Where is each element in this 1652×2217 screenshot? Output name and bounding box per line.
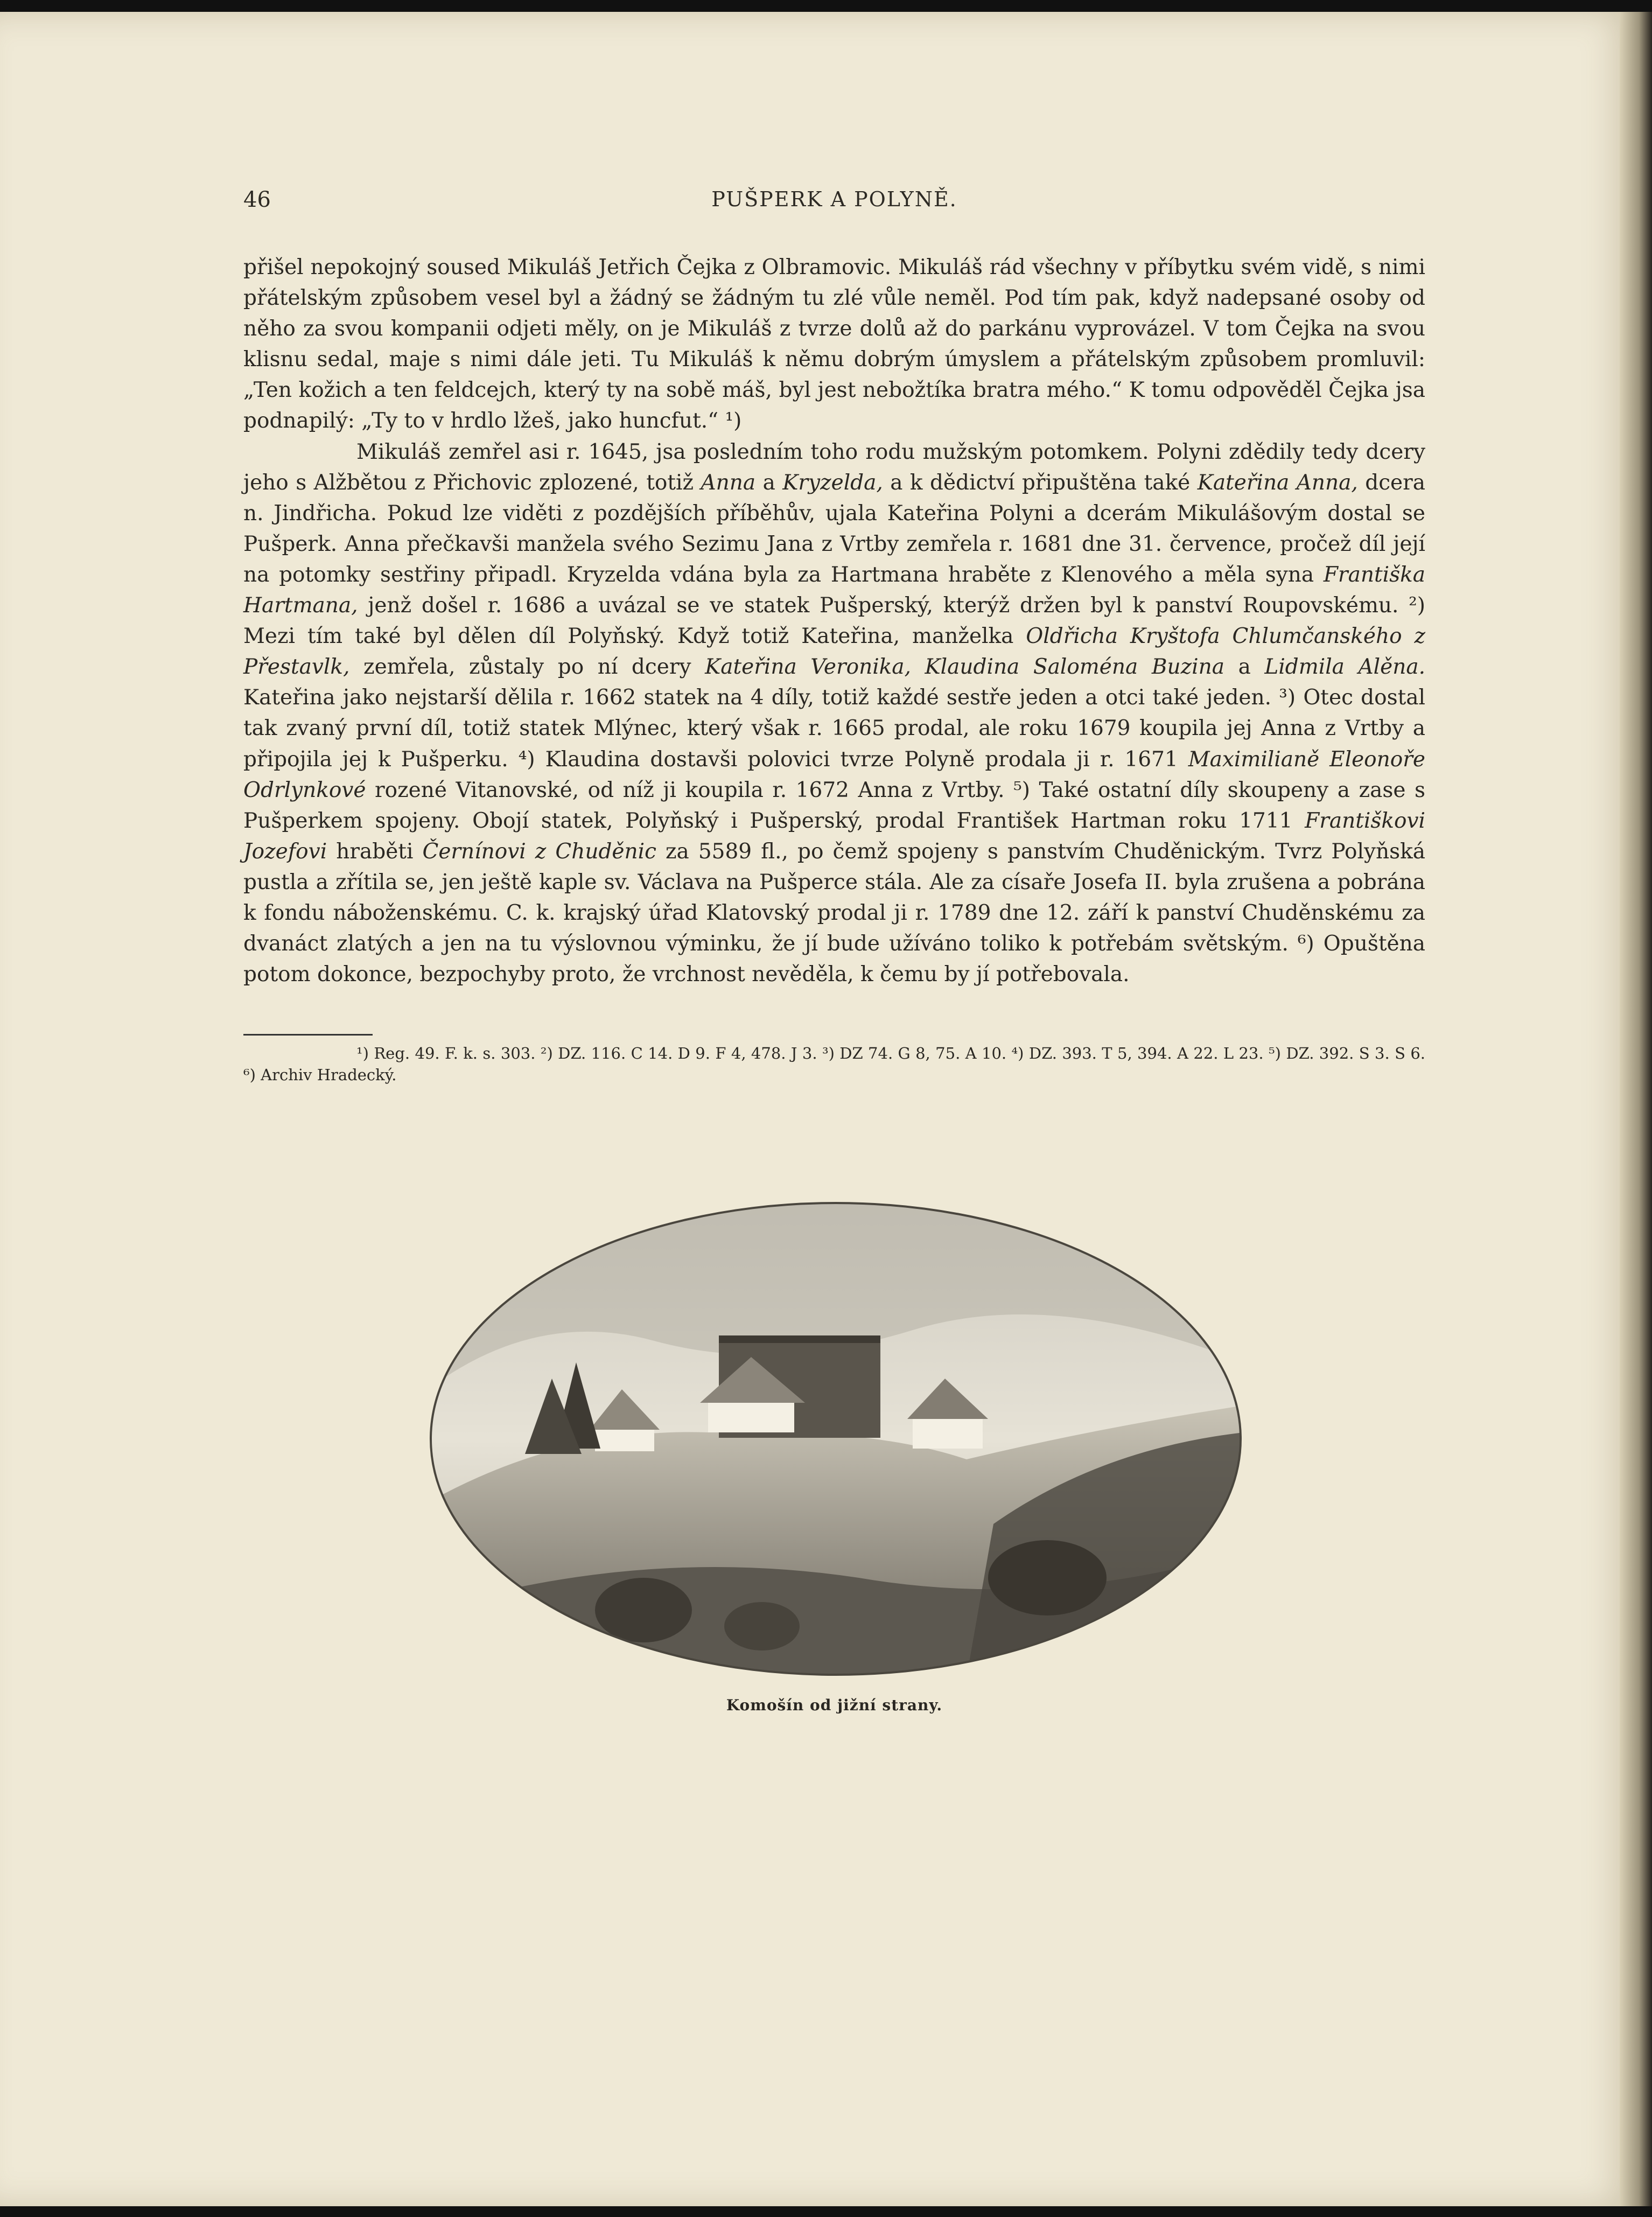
paragraph-2 <box>243 437 1425 990</box>
running-title: PUŠPERK A POLYNĚ. <box>711 187 957 211</box>
text-run: za 5589 fl., po čemž spojeny s panstvím Chuděnickým. Tvrz Polyňská pustla a zřítila se, jen ještě kaple sv. Václava na Pušperce stála. Ale za císaře Josefa II. byla zrušena a pobrána k fondu náboženskému. C. k. krajský úřad Klatovský prodal ji r. 1789 dne 12. září k panství Chuděnskému za dvanáct zlatých a jen na tu výslovnou výminku, že jí bude užíváno toliko k potřebám světským. ⁶) Opuštěna potom dokonce, bezpochyby proto, že vrchnost nevěděla, k čemu by jí potřebovala. <box>243 839 1426 987</box>
text-run: Kateřina jako nejstarší dělila r. 1662 statek na 4 díly, totiž každé sestře jeden a otci také jeden. ³) Otec dostal tak zvaný první díl, totiž statek Mlýnec, který však r. 1665 prodal, ale roku 1679 koupila jej Anna z Vrtby a připojila jej k Pušperku. ⁴) Klaudina dostavši polovici tvrze Polyně prodala ji r. 1671 <box>243 686 1425 772</box>
italic-name-run: Kateřina Anna, <box>1197 470 1358 495</box>
page-header <box>243 187 1425 220</box>
text-run: jenž došel r. 1686 a uvázal se ve statek Pušperský, kterýž držen byl k panství Roupovskému. ²) Mezi tím také byl dělen díl Polyňský. Když totiž Kateřina, manželka <box>243 593 1425 649</box>
text-run: zemřela, zůstaly po ní dcery <box>349 655 705 680</box>
body-text <box>243 252 1425 990</box>
illustration-caption: Komošín od jižní strany. <box>726 1696 943 1714</box>
text-run: dcera n. Jindřicha. Pokud lze viděti z pozdějších příběhův, ujala Kateřina Polyni a dcerám Mikulášovým dostal se Pušperk. Anna přečkavši manžela svého Sezimu Jana z Vrtby zemřela r. 1681 dne 31. července, pročež díl její na potomky sestřiny připadl. Kryzelda vdána byla za Hartmana hraběte z Klenového a měla syna <box>243 470 1426 587</box>
text-run: a k dědictví připuštěna také <box>883 470 1198 495</box>
castle-illustration <box>428 1201 1244 1677</box>
italic-name-run: Kryzelda, <box>782 470 883 495</box>
italic-name-run: Černínovi z Chuděnic <box>422 839 656 864</box>
text-run: a <box>755 470 783 495</box>
italic-name-run: Kateřina Veronika, Klaudina Saloména Buzina <box>705 655 1224 680</box>
footnote-rule <box>243 1034 373 1036</box>
text-run: rozené Vitanovské, od níž ji koupila r. 1672 Anna z Vrtby. ⁵) Také ostatní díly skoupeny a zase s Pušperkem spojeny. Obojí statek, Polyňský i Pušperský, prodal František Hartman roku 1711 <box>243 778 1425 833</box>
footnote-list: ¹) Reg. 49. F. k. s. 303. ²) DZ. 116. C 14. D 9. F 4, 478. J 3. ³) DZ 74. G 8, 75. A 10. ⁴) DZ. 393. T 5, 394. A 22. L 23. ⁵) DZ. 392. S 3. S 6. ⁶) Archiv Hradecký. <box>243 1044 1425 1084</box>
italic-name-run: Maximilianě Eleonoře Odrlynkové <box>243 747 1425 802</box>
page-binding-edge <box>1620 12 1652 2206</box>
italic-name-run: Anna <box>701 470 756 495</box>
italic-name-run: Františka Hartmana, <box>243 562 1425 618</box>
text-run: a <box>1224 655 1265 680</box>
footnotes <box>243 1043 1425 1086</box>
paragraph-1: přišel nepokojný soused Mikuláš Jetřich Čejka z Olbramovic. Mikuláš rád všechny v příbytku svém vidě, s nimi přátelským způsobem vesel byl a žádný se žádným tu zlé vůle neměl. Pod tím pak, když nadepsané osoby od něho za svou kompanii odjeti měly, on je Mikuláš z tvrze dolů až do parkánu vyprovázel. V tom Čejka na svou klisnu sedal, maje s nimi dále jeti. Tu Mikuláš k němu dobrým úmyslem a přátelským způsobem promluvil: „Ten kožich a ten feldcejch, který ty na sobě máš, byl jest nebožtíka bratra mého.“ K tomu odpověděl Čejka jsa podnapilý: „Ty to v hrdlo lžeš, jako huncfut.“ ¹) <box>243 255 1425 433</box>
text-run: Mikuláš zemřel asi r. 1645, jsa posledním toho rodu mužským potomkem. Polyni zdědily tedy dcery jeho s Alžbětou z Přichovic zplozené, totiž <box>243 439 1425 495</box>
italic-name-run: Lidmila Alěna. <box>1264 655 1426 680</box>
page-number: 46 <box>243 187 271 212</box>
italic-name-run: Oldřicha Kryštofa Chlumčanského z Přestavlk, <box>243 624 1425 680</box>
italic-name-run: Františkovi Jozefovi <box>243 808 1425 864</box>
text-run: hraběti <box>327 839 423 864</box>
